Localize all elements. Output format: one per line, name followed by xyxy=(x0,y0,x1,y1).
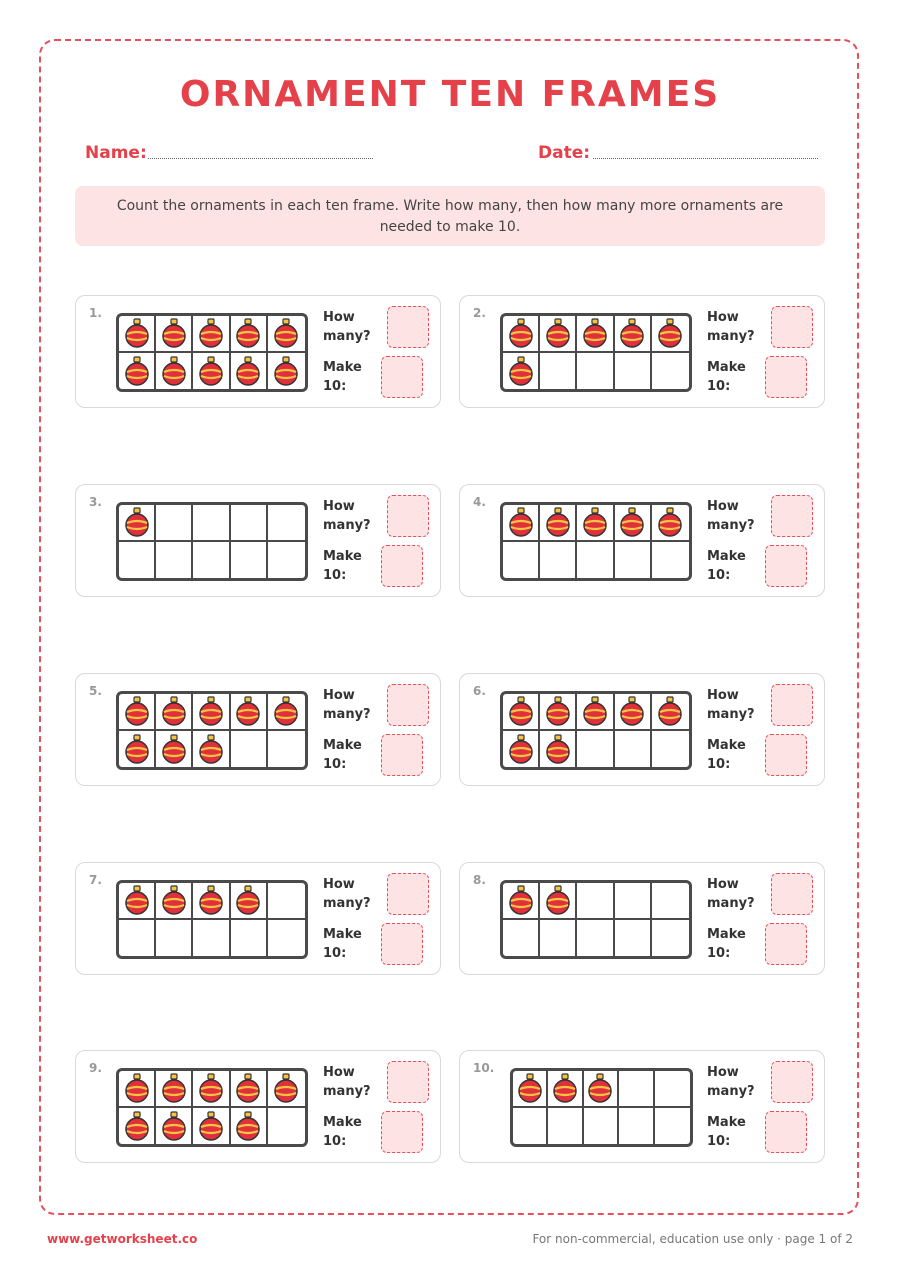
make-ten-label-line2: 10: xyxy=(707,379,731,394)
ten-frame-cell xyxy=(577,731,614,768)
ten-frame-cell xyxy=(231,1108,268,1145)
make-ten-label-line2: 10: xyxy=(707,946,731,961)
page-title: ORNAMENT TEN FRAMES xyxy=(179,74,721,115)
how-many-label-line1: How xyxy=(323,499,355,514)
how-many-label xyxy=(323,1063,371,1101)
ornament-icon xyxy=(161,1073,187,1103)
ten-frame-cell xyxy=(619,1071,654,1108)
ten-frame-cell xyxy=(119,505,156,542)
make-ten-label-line1: Make xyxy=(707,927,746,942)
problem-card xyxy=(75,1050,441,1163)
ten-frame-cell xyxy=(577,316,614,353)
ornament-icon xyxy=(273,696,299,726)
problem-card xyxy=(75,484,441,597)
ten-frame-cell xyxy=(231,542,268,579)
make-ten-answer-box[interactable] xyxy=(765,923,807,965)
ornament-icon xyxy=(124,356,150,386)
ornament-icon xyxy=(582,507,608,537)
ten-frame-cell xyxy=(503,505,540,542)
ten-frame-cell xyxy=(540,883,577,920)
ornament-icon xyxy=(198,696,224,726)
ten-frame xyxy=(500,502,692,581)
ornament-icon xyxy=(161,1111,187,1141)
ten-frame-cell xyxy=(615,353,652,390)
ten-frame-cell xyxy=(268,316,305,353)
ten-frame-cell xyxy=(540,542,577,579)
ornament-icon xyxy=(124,885,150,915)
make-ten-label-line2: 10: xyxy=(707,1134,731,1149)
ten-frame-cell xyxy=(652,316,689,353)
ten-frame-cell xyxy=(193,883,230,920)
make-ten-label xyxy=(323,925,362,963)
ten-frame-cell xyxy=(503,731,540,768)
ten-frame-cell xyxy=(193,542,230,579)
how-many-label-line1: How xyxy=(707,877,739,892)
how-many-answer-box[interactable] xyxy=(771,306,813,348)
make-ten-label xyxy=(323,547,362,585)
ten-frame-cell xyxy=(577,883,614,920)
ornament-icon xyxy=(124,318,150,348)
ornament-icon xyxy=(198,734,224,764)
ornament-icon xyxy=(124,734,150,764)
problem-card xyxy=(459,295,825,408)
problem-number: 10. xyxy=(473,1061,495,1075)
ten-frame-cell xyxy=(615,542,652,579)
ornament-icon xyxy=(273,1073,299,1103)
make-ten-label-line1: Make xyxy=(323,360,362,375)
ten-frame-cell xyxy=(119,316,156,353)
ten-frame-cell xyxy=(268,1071,305,1108)
how-many-answer-box[interactable] xyxy=(771,1061,813,1103)
how-many-label-line1: How xyxy=(323,310,355,325)
how-many-label xyxy=(323,308,371,346)
ten-frame-cell xyxy=(540,316,577,353)
ornament-icon xyxy=(235,1111,261,1141)
ten-frame-cell xyxy=(503,316,540,353)
how-many-answer-box[interactable] xyxy=(387,495,429,537)
make-ten-label xyxy=(707,547,746,585)
ten-frame-cell xyxy=(156,316,193,353)
make-ten-label-line2: 10: xyxy=(323,379,347,394)
ten-frame-cell xyxy=(156,505,193,542)
ornament-icon xyxy=(235,885,261,915)
ten-frame-cell xyxy=(584,1108,619,1145)
ornament-icon xyxy=(161,885,187,915)
ten-frame-cell xyxy=(503,353,540,390)
how-many-label-line1: How xyxy=(323,877,355,892)
problem-card xyxy=(459,484,825,597)
make-ten-label-line1: Make xyxy=(323,1115,362,1130)
problem-number: 9. xyxy=(89,1061,102,1075)
how-many-label-line1: How xyxy=(707,310,739,325)
ornament-icon xyxy=(545,318,571,348)
ornament-icon xyxy=(235,318,261,348)
how-many-label-line1: How xyxy=(323,688,355,703)
ten-frame-cell xyxy=(156,1108,193,1145)
ten-frame-cell xyxy=(540,505,577,542)
ten-frame-cell xyxy=(156,731,193,768)
make-ten-answer-box[interactable] xyxy=(765,356,807,398)
ten-frame xyxy=(116,1068,308,1147)
ten-frame-cell xyxy=(652,694,689,731)
ten-frame-cell xyxy=(268,505,305,542)
how-many-label xyxy=(323,875,371,913)
problem-number: 8. xyxy=(473,873,486,887)
ten-frame xyxy=(500,313,692,392)
make-ten-label-line1: Make xyxy=(707,360,746,375)
ten-frame-cell xyxy=(652,542,689,579)
problem-number: 6. xyxy=(473,684,486,698)
ten-frame-cell xyxy=(231,316,268,353)
ten-frame-cell xyxy=(231,883,268,920)
ornament-icon xyxy=(508,885,534,915)
ornament-icon xyxy=(508,318,534,348)
ten-frame-cell xyxy=(231,505,268,542)
how-many-label xyxy=(707,1063,755,1101)
how-many-answer-box[interactable] xyxy=(771,684,813,726)
ornament-icon xyxy=(124,1111,150,1141)
ten-frame xyxy=(116,313,308,392)
ten-frame-cell xyxy=(652,353,689,390)
ten-frame-cell xyxy=(268,542,305,579)
ornament-icon xyxy=(198,1111,224,1141)
ten-frame-cell xyxy=(268,353,305,390)
ornament-icon xyxy=(124,1073,150,1103)
make-ten-label xyxy=(707,358,746,396)
ten-frame-cell xyxy=(119,542,156,579)
ornament-icon xyxy=(198,885,224,915)
make-ten-answer-box[interactable] xyxy=(381,356,423,398)
ten-frame-cell xyxy=(119,731,156,768)
ten-frame-cell xyxy=(615,920,652,957)
ten-frame-cell xyxy=(268,1108,305,1145)
ten-frame-cell xyxy=(193,316,230,353)
footer-notice: For non-commercial, education use only · page 1 of 2 xyxy=(532,1232,853,1246)
ornament-icon xyxy=(508,696,534,726)
how-many-answer-box[interactable] xyxy=(387,306,429,348)
make-ten-label-line1: Make xyxy=(323,738,362,753)
make-ten-label-line1: Make xyxy=(323,927,362,942)
ten-frame-cell xyxy=(619,1108,654,1145)
ten-frame-cell xyxy=(156,920,193,957)
ten-frame-cell xyxy=(655,1071,690,1108)
ornament-icon xyxy=(619,507,645,537)
how-many-label-line1: How xyxy=(707,688,739,703)
problem-card xyxy=(459,862,825,975)
ten-frame-cell xyxy=(193,694,230,731)
how-many-answer-box[interactable] xyxy=(771,873,813,915)
how-many-label-line1: How xyxy=(323,1065,355,1080)
problem-number: 1. xyxy=(89,306,102,320)
ornament-icon xyxy=(587,1073,613,1103)
how-many-answer-box[interactable] xyxy=(387,873,429,915)
ten-frame-cell xyxy=(540,920,577,957)
make-ten-label xyxy=(323,1113,362,1151)
ten-frame-cell xyxy=(503,542,540,579)
make-ten-label-line1: Make xyxy=(323,549,362,564)
ten-frame-cell xyxy=(119,920,156,957)
ten-frame-cell xyxy=(615,694,652,731)
make-ten-answer-box[interactable] xyxy=(765,1111,807,1153)
how-many-label xyxy=(707,875,755,913)
name-field[interactable] xyxy=(148,158,373,159)
date-field[interactable] xyxy=(593,158,818,159)
ornament-icon xyxy=(508,507,534,537)
ten-frame-cell xyxy=(513,1071,548,1108)
make-ten-answer-box[interactable] xyxy=(381,923,423,965)
problem-card xyxy=(75,295,441,408)
ornament-icon xyxy=(552,1073,578,1103)
ten-frame-cell xyxy=(548,1071,583,1108)
how-many-label-line2: many? xyxy=(323,329,371,344)
ten-frame xyxy=(116,502,308,581)
ten-frame-cell xyxy=(193,1108,230,1145)
ornament-icon xyxy=(657,318,683,348)
make-ten-label xyxy=(707,736,746,774)
how-many-label-line2: many? xyxy=(323,896,371,911)
ornament-icon xyxy=(657,507,683,537)
ten-frame-cell xyxy=(503,883,540,920)
how-many-answer-box[interactable] xyxy=(387,1061,429,1103)
ten-frame xyxy=(116,880,308,959)
ten-frame-cell xyxy=(231,694,268,731)
ten-frame-cell xyxy=(119,883,156,920)
problem-number: 7. xyxy=(89,873,102,887)
ten-frame-cell xyxy=(584,1071,619,1108)
ornament-icon xyxy=(582,696,608,726)
ornament-icon xyxy=(619,696,645,726)
ten-frame-cell xyxy=(193,1071,230,1108)
make-ten-label-line2: 10: xyxy=(707,568,731,583)
make-ten-label xyxy=(323,358,362,396)
ten-frame-cell xyxy=(540,731,577,768)
make-ten-label-line1: Make xyxy=(707,549,746,564)
ornament-icon xyxy=(619,318,645,348)
ornament-icon xyxy=(198,356,224,386)
make-ten-label-line1: Make xyxy=(707,738,746,753)
problem-number: 3. xyxy=(89,495,102,509)
how-many-answer-box[interactable] xyxy=(771,495,813,537)
ten-frame-cell xyxy=(193,920,230,957)
how-many-label xyxy=(323,686,371,724)
how-many-label-line2: many? xyxy=(707,707,755,722)
ornament-icon xyxy=(161,696,187,726)
date-label: Date: xyxy=(538,143,591,163)
ten-frame-cell xyxy=(156,1071,193,1108)
ten-frame-cell xyxy=(231,353,268,390)
ten-frame xyxy=(510,1068,693,1147)
how-many-answer-box[interactable] xyxy=(387,684,429,726)
ten-frame-cell xyxy=(652,731,689,768)
ornament-icon xyxy=(508,734,534,764)
make-ten-label-line2: 10: xyxy=(707,757,731,772)
ten-frame-cell xyxy=(231,920,268,957)
make-ten-label-line1: Make xyxy=(707,1115,746,1130)
ten-frame-cell xyxy=(231,1071,268,1108)
ornament-icon xyxy=(517,1073,543,1103)
ten-frame-cell xyxy=(655,1108,690,1145)
ten-frame-cell xyxy=(503,694,540,731)
ten-frame-cell xyxy=(615,731,652,768)
ornament-icon xyxy=(545,696,571,726)
problem-card xyxy=(459,673,825,786)
ten-frame-cell xyxy=(540,353,577,390)
instructions-box xyxy=(75,186,825,246)
ten-frame-cell xyxy=(268,694,305,731)
ornament-icon xyxy=(273,356,299,386)
how-many-label-line2: many? xyxy=(707,896,755,911)
how-many-label-line2: many? xyxy=(707,329,755,344)
ten-frame xyxy=(500,880,692,959)
instructions-text: Count the ornaments in each ten frame. Write how many, then how many more ornaments are needed to make 10. xyxy=(116,198,784,235)
ornament-icon xyxy=(161,356,187,386)
how-many-label xyxy=(707,686,755,724)
ten-frame-cell xyxy=(119,694,156,731)
ten-frame xyxy=(500,691,692,770)
make-ten-label-line2: 10: xyxy=(323,1134,347,1149)
ten-frame-cell xyxy=(119,1071,156,1108)
ten-frame-cell xyxy=(577,694,614,731)
how-many-label-line2: many? xyxy=(707,1084,755,1099)
ornament-icon xyxy=(161,318,187,348)
make-ten-label xyxy=(707,1113,746,1151)
ornament-icon xyxy=(124,507,150,537)
make-ten-label-line2: 10: xyxy=(323,946,347,961)
how-many-label-line2: many? xyxy=(323,1084,371,1099)
how-many-label xyxy=(707,497,755,535)
problem-number: 2. xyxy=(473,306,486,320)
ornament-icon xyxy=(124,696,150,726)
ten-frame-cell xyxy=(577,920,614,957)
ten-frame-cell xyxy=(652,883,689,920)
how-many-label-line1: How xyxy=(707,1065,739,1080)
ornament-icon xyxy=(545,734,571,764)
make-ten-label-line2: 10: xyxy=(323,568,347,583)
make-ten-label xyxy=(323,736,362,774)
ten-frame-cell xyxy=(268,883,305,920)
ten-frame-cell xyxy=(268,731,305,768)
ten-frame-cell xyxy=(548,1108,583,1145)
ornament-icon xyxy=(657,696,683,726)
ten-frame-cell xyxy=(615,505,652,542)
ten-frame-cell xyxy=(513,1108,548,1145)
make-ten-answer-box[interactable] xyxy=(381,734,423,776)
ornament-icon xyxy=(508,356,534,386)
how-many-label-line2: many? xyxy=(323,707,371,722)
problem-card xyxy=(75,673,441,786)
problem-number: 4. xyxy=(473,495,486,509)
ten-frame-cell xyxy=(577,542,614,579)
ornament-icon xyxy=(582,318,608,348)
ten-frame-cell xyxy=(577,505,614,542)
ten-frame-cell xyxy=(156,542,193,579)
ten-frame-cell xyxy=(156,353,193,390)
ten-frame-cell xyxy=(615,316,652,353)
problem-number: 5. xyxy=(89,684,102,698)
make-ten-answer-box[interactable] xyxy=(381,1111,423,1153)
ornament-icon xyxy=(198,318,224,348)
ten-frame-cell xyxy=(193,731,230,768)
ten-frame-cell xyxy=(577,353,614,390)
ten-frame-cell xyxy=(119,1108,156,1145)
ornament-icon xyxy=(545,507,571,537)
ten-frame-cell xyxy=(156,883,193,920)
name-label: Name: xyxy=(85,143,147,163)
ornament-icon xyxy=(161,734,187,764)
how-many-label xyxy=(323,497,371,535)
ten-frame-cell xyxy=(268,920,305,957)
ten-frame-cell xyxy=(193,505,230,542)
how-many-label-line2: many? xyxy=(323,518,371,533)
ornament-icon xyxy=(235,1073,261,1103)
ten-frame-cell xyxy=(615,883,652,920)
ten-frame-cell xyxy=(652,920,689,957)
make-ten-answer-box[interactable] xyxy=(765,545,807,587)
ornament-icon xyxy=(545,885,571,915)
ornament-icon xyxy=(235,696,261,726)
ten-frame-cell xyxy=(193,353,230,390)
make-ten-answer-box[interactable] xyxy=(381,545,423,587)
make-ten-answer-box[interactable] xyxy=(765,734,807,776)
make-ten-label xyxy=(707,925,746,963)
ten-frame-cell xyxy=(540,694,577,731)
ten-frame-cell xyxy=(652,505,689,542)
make-ten-label-line2: 10: xyxy=(323,757,347,772)
how-many-label-line1: How xyxy=(707,499,739,514)
ten-frame xyxy=(116,691,308,770)
ten-frame-cell xyxy=(156,694,193,731)
footer-website: www.getworksheet.co xyxy=(47,1232,198,1246)
problem-card xyxy=(459,1050,825,1163)
ten-frame-cell xyxy=(231,731,268,768)
ten-frame-cell xyxy=(119,353,156,390)
ornament-icon xyxy=(273,318,299,348)
ornament-icon xyxy=(198,1073,224,1103)
problem-card xyxy=(75,862,441,975)
how-many-label-line2: many? xyxy=(707,518,755,533)
ten-frame-cell xyxy=(503,920,540,957)
how-many-label xyxy=(707,308,755,346)
ornament-icon xyxy=(235,356,261,386)
